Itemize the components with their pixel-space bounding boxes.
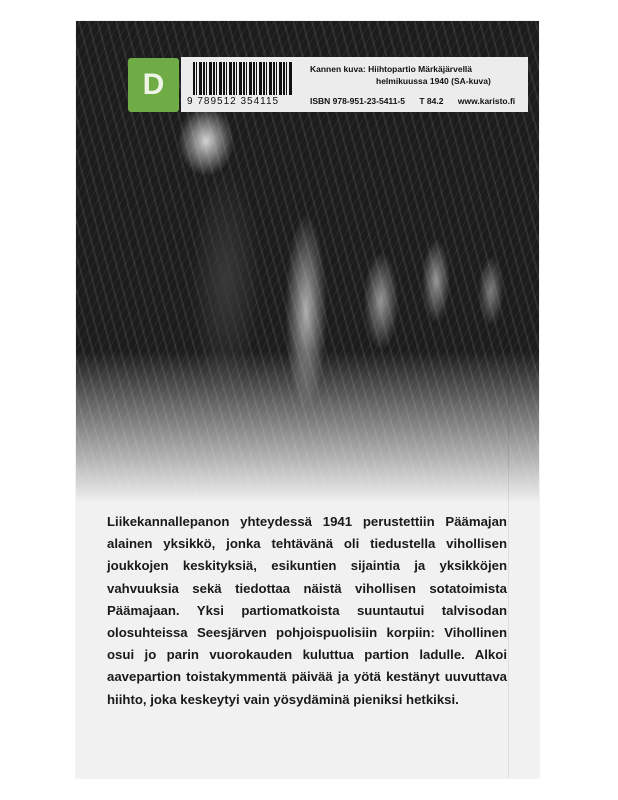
credit-line-2: helmikuussa 1940 (SA-kuva) — [376, 76, 491, 86]
credit-line-1: Kannen kuva: Hiihtopartio Märkäjärvellä — [310, 64, 473, 74]
blurb-text — [107, 511, 507, 711]
barcode-number: 9 789512 354115 — [187, 96, 280, 107]
isbn-row — [310, 96, 527, 106]
category-badge: D — [128, 58, 179, 112]
photo-fade — [76, 351, 539, 511]
cover-photo-credit — [310, 63, 491, 87]
publisher-website: www.karisto.fi — [457, 96, 516, 106]
classification: T 84.2 — [419, 96, 444, 106]
book-back-cover — [76, 21, 539, 778]
blurb-paragraph: Liikekannallepanon yhteydessä 1941 perustettiin Päämajan alainen yksikkö, jonka tehtävänä oli tiedustella vihollisen joukkojen keskityksiä, esikuntien sijaintia ja yksikköjen vahvuuksia sekä tiedottaa näistä vihollisen sotatoimista Päämajaan. Yksi partiomatkoista suuntautui talvisodan olosuhteissa Seesjärven pohjoispuolisiin korpiin: Vihollinen osui jo parin vuorokauden kuluttua partion ladulle. Alkoi aavepartion toistakymmentä päivää ja yötä kestänyt uuvuttava hiihto, joka keskeytyi vain yösydäminä pieniksi hetkiksi. — [107, 514, 507, 707]
barcode-label — [181, 57, 528, 112]
isbn: ISBN 978-951-23-5411-5 — [310, 96, 405, 106]
barcode — [193, 62, 293, 95]
cover-edge-line — [508, 21, 509, 778]
